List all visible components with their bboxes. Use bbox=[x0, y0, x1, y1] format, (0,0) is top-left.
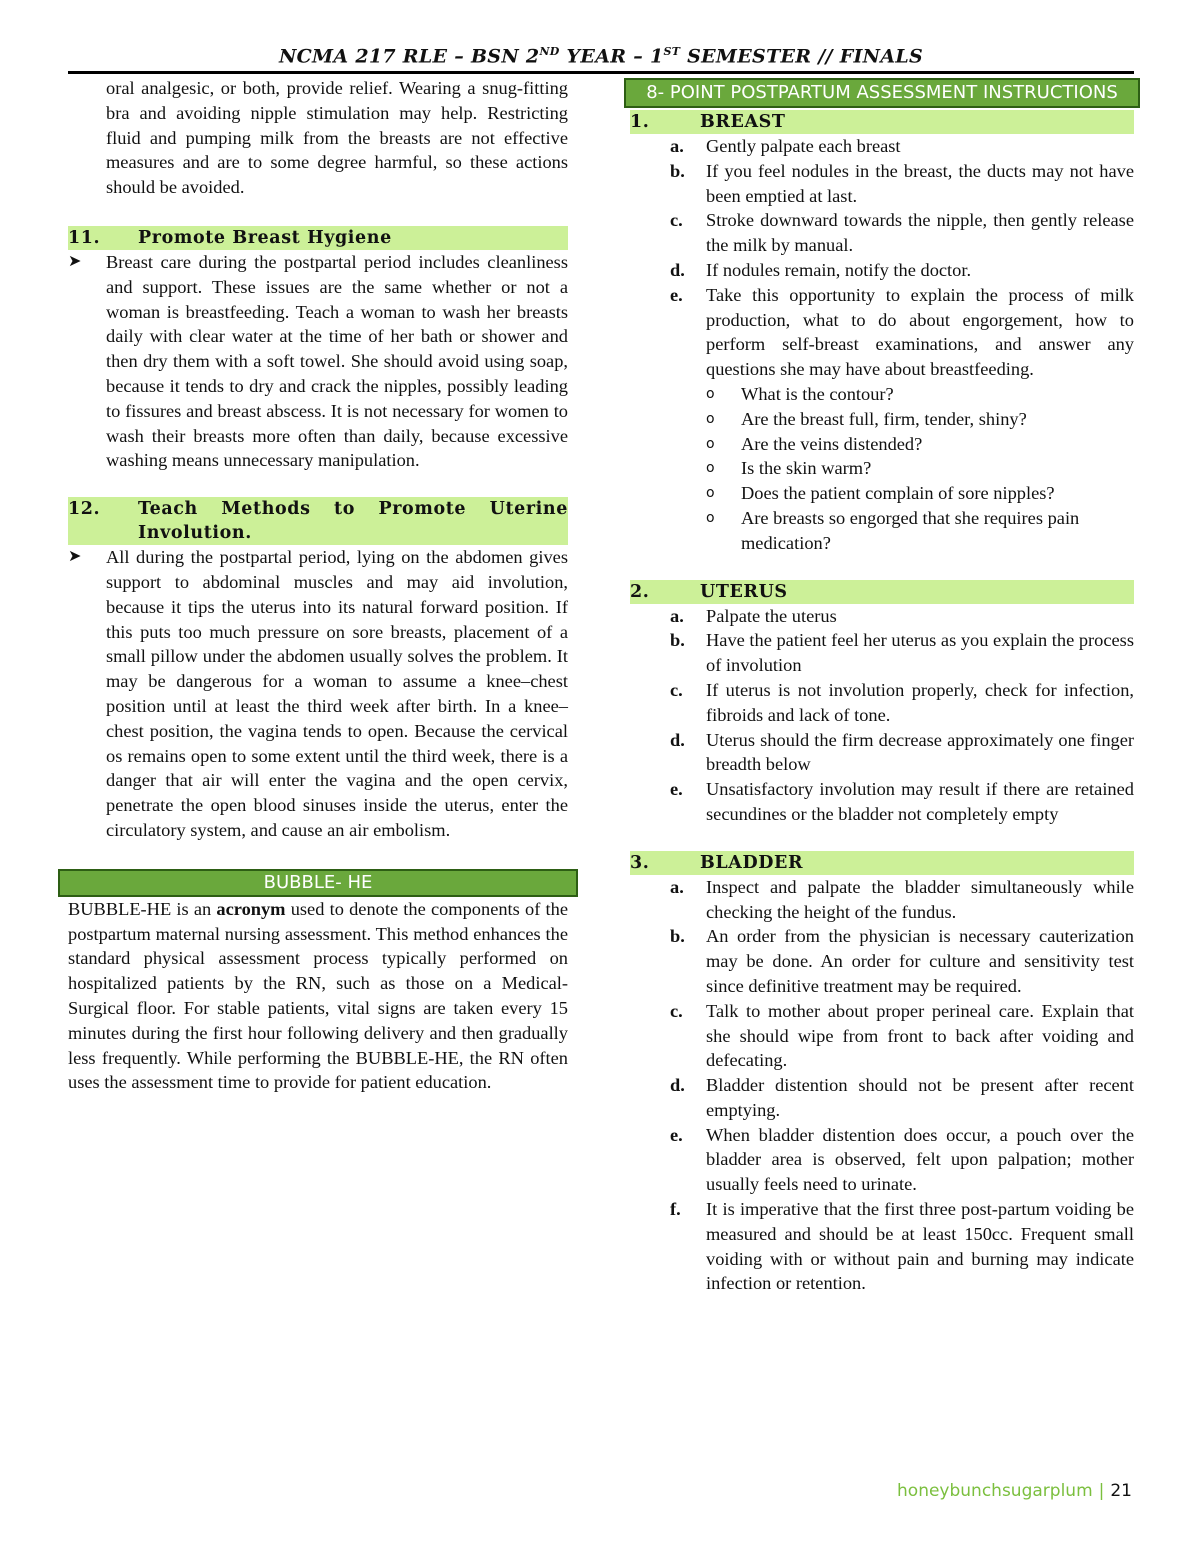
page-footer bbox=[897, 1481, 1132, 1501]
list-item bbox=[670, 604, 1134, 629]
list-item bbox=[670, 283, 1134, 382]
bladder-items bbox=[630, 875, 1134, 1297]
list-item bbox=[670, 1197, 1134, 1296]
section-number: 1. bbox=[630, 112, 650, 132]
item-text: Have the patient feel her uterus as you explain the process of involution bbox=[706, 630, 1134, 676]
item-letter: c. bbox=[670, 679, 683, 700]
sub-question bbox=[706, 407, 1134, 432]
arrow-bullet-icon: ➤ bbox=[68, 548, 82, 566]
bubble-he-banner bbox=[58, 869, 578, 897]
section-number: 3. bbox=[630, 852, 650, 873]
list-item bbox=[670, 777, 1134, 827]
item-letter: e. bbox=[670, 284, 683, 305]
right-column bbox=[630, 78, 1134, 1296]
item-text: Stroke downward towards the nipple, then gently release the milk by manual. bbox=[706, 210, 1134, 256]
breast-heading bbox=[630, 110, 1134, 134]
list-item bbox=[670, 924, 1134, 998]
section-11-heading bbox=[68, 226, 568, 250]
item-letter: a. bbox=[670, 876, 684, 897]
item-text: If nodules remain, notify the doctor. bbox=[706, 259, 972, 280]
item-letter: e. bbox=[670, 1124, 683, 1145]
list-item bbox=[670, 1073, 1134, 1123]
section-title: BLADDER bbox=[700, 852, 804, 873]
circle-bullet-icon: o bbox=[706, 385, 715, 402]
item-text: Gently palpate each breast bbox=[706, 136, 901, 156]
item-letter: b. bbox=[670, 926, 685, 947]
circle-bullet-icon: o bbox=[706, 509, 715, 526]
item-letter: b. bbox=[670, 160, 685, 181]
section-title: UTERUS bbox=[700, 581, 788, 602]
list-item bbox=[670, 159, 1134, 209]
item-letter: c. bbox=[670, 210, 683, 231]
list-item bbox=[670, 728, 1134, 778]
list-item bbox=[670, 999, 1134, 1073]
breast-items bbox=[630, 134, 1134, 382]
item-letter: e. bbox=[670, 779, 683, 800]
item-text: It is imperative that the first three post-partum voiding be measured and should be at least 150cc. Frequent small voiding with or without pain and burning may indicate infection or retention. bbox=[706, 1199, 1134, 1294]
assessment-banner bbox=[624, 78, 1140, 108]
intro-paragraph: oral analgesic, or both, provide relief. Wearing a snug-fitting bra and avoiding nipple stimulation may help. Restricting fluid and pumping milk from the breasts are not effective measures and are to some degree harmful, so these actions should be avoided. bbox=[106, 78, 568, 198]
item-letter: f. bbox=[670, 1199, 681, 1220]
list-item bbox=[670, 678, 1134, 728]
item-letter: d. bbox=[670, 729, 685, 750]
acronym-term: acronym bbox=[216, 898, 286, 919]
circle-bullet-icon: o bbox=[706, 410, 715, 427]
sub-question bbox=[706, 432, 1134, 457]
section-title: Promote Breast Hygiene bbox=[138, 227, 392, 248]
sub-question bbox=[706, 481, 1134, 506]
item-letter: d. bbox=[670, 1075, 685, 1096]
arrow-bullet-icon: ➤ bbox=[68, 252, 82, 270]
section-number: 11. bbox=[68, 227, 101, 248]
item-text: Uterus should the firm decrease approximately one finger breadth below bbox=[706, 729, 1134, 775]
circle-bullet-icon: o bbox=[706, 460, 715, 477]
sub-question-text: Are breasts so engorged that she requires pain medication? bbox=[741, 507, 1080, 553]
footer-brand: honeybunchsugarplum bbox=[897, 1481, 1093, 1501]
section-title: BREAST bbox=[700, 112, 786, 132]
section-number: 12. bbox=[68, 499, 101, 520]
breast-questions bbox=[630, 382, 1134, 556]
list-item bbox=[670, 875, 1134, 925]
list-item bbox=[670, 1123, 1134, 1197]
bullet-text: Breast care during the postpartal period includes cleanliness and support. These issues are the same whether or not a woman is breastfeeding. Teach a woman to wash her breasts daily with clear water at the time of her bath or shower and then dry them with a soft towel. She should avoid using soap, because it tends to dry and crack the nipples, possibly leading to fissures and breast abscess. It is not necessary for women to wash their breasts more often than daily, because excessive washing means unnecessary manipulation. bbox=[106, 251, 568, 471]
item-text: Palpate the uterus bbox=[706, 605, 837, 626]
sub-question-text: What is the contour? bbox=[741, 383, 894, 404]
item-letter: b. bbox=[670, 630, 685, 651]
item-text: An order from the physician is necessary cauterization may be done. An order for culture and sensitivity test since definitive treatment may be required. bbox=[706, 926, 1134, 996]
list-item bbox=[670, 208, 1134, 258]
header-divider bbox=[68, 71, 1134, 74]
item-text: When bladder distention does occur, a pouch over the bladder area is observed, felt upon palpation; mother usually feels need to urinate. bbox=[706, 1124, 1134, 1195]
bladder-heading bbox=[630, 851, 1134, 875]
uterus-heading bbox=[630, 580, 1134, 604]
item-letter: c. bbox=[670, 1000, 683, 1021]
list-item bbox=[670, 628, 1134, 678]
sub-question-text: Are the breast full, firm, tender, shiny? bbox=[741, 408, 1027, 429]
sub-question-text: Is the skin warm? bbox=[741, 458, 872, 479]
item-letter: a. bbox=[670, 136, 684, 156]
section-12-heading bbox=[68, 497, 568, 545]
bullet-item bbox=[68, 250, 568, 473]
left-column bbox=[68, 76, 568, 1095]
item-letter: a. bbox=[670, 605, 684, 626]
footer-separator: | bbox=[1098, 1481, 1105, 1501]
bullet-item bbox=[68, 545, 568, 843]
sub-question-text: Does the patient complain of sore nipples? bbox=[741, 483, 1055, 504]
sub-question bbox=[706, 506, 1134, 556]
sub-question bbox=[706, 382, 1134, 407]
page-number: 21 bbox=[1110, 1481, 1132, 1501]
item-text: Bladder distention should not be present after recent emptying. bbox=[706, 1075, 1134, 1120]
uterus-items bbox=[630, 604, 1134, 827]
circle-bullet-icon: o bbox=[706, 485, 715, 502]
item-text: If uterus is not involution properly, check for infection, fibroids and lack of tone. bbox=[706, 679, 1134, 725]
sub-question-text: Are the veins distended? bbox=[741, 433, 923, 454]
sub-question bbox=[706, 456, 1134, 481]
item-text: Talk to mother about proper perineal care. Explain that she should wipe from front to back after voiding and defecating. bbox=[706, 1000, 1134, 1071]
list-item bbox=[670, 134, 1134, 159]
banner-title: BUBBLE- HE bbox=[263, 871, 373, 893]
item-text: Inspect and palpate the bladder simultaneously while checking the height of the fundus. bbox=[706, 876, 1134, 922]
item-text: Take this opportunity to explain the process of milk production, what to do about engorgement, how to perform self-breast examinations, and answer any questions she may have about breastfeeding. bbox=[706, 284, 1134, 380]
bubble-he-paragraph: BUBBLE-HE is an acronym used to denote the components of the postpartum maternal nursing assessment. This method enhances the standard physical assessment process typically performed on hospitalized patients by the RN, such as those on a Medical-Surgical floor. For stable patients, vital signs are taken every 15 minutes during the first hour following delivery and then gradually less frequently. While performing the BUBBLE-HE, the RN often uses the assessment time to provide for patient education. bbox=[68, 898, 568, 1093]
section-title: Teach Methods to Promote Uterine Involution. bbox=[138, 499, 568, 544]
item-text: If you feel nodules in the breast, the ducts may not have been emptied at last. bbox=[706, 160, 1134, 206]
circle-bullet-icon: o bbox=[706, 435, 715, 452]
banner-title: 8- POINT POSTPARTUM ASSESSMENT INSTRUCTIONS bbox=[646, 82, 1118, 103]
section-number: 2. bbox=[630, 581, 650, 602]
page-header: NCMA 217 RLE – BSN 2ND YEAR – 1ST SEMESTER // FINALS bbox=[278, 45, 924, 68]
item-letter: d. bbox=[670, 259, 685, 280]
list-item bbox=[670, 258, 1134, 283]
bullet-text: All during the postpartal period, lying on the abdomen gives support to abdominal muscles and may aid involution, because it tips the uterus into its natural forward position. If this puts too much pressure on sore breasts, placement of a small pillow under the abdomen usually solves the problem. It may be dangerous for a woman to assume a knee–chest position until at least the third week after birth. In a knee–chest position, the vagina tends to open. Because the cervical os remains open to some extent until the third week, there is a danger that air will enter the vagina and the open cervix, penetrate the open blood sinuses inside the uterus, enter the circulatory system, and cause an air embolism. bbox=[106, 547, 568, 840]
item-text: Unsatisfactory involution may result if there are retained secundines or the bladder not completely empty bbox=[706, 779, 1134, 824]
